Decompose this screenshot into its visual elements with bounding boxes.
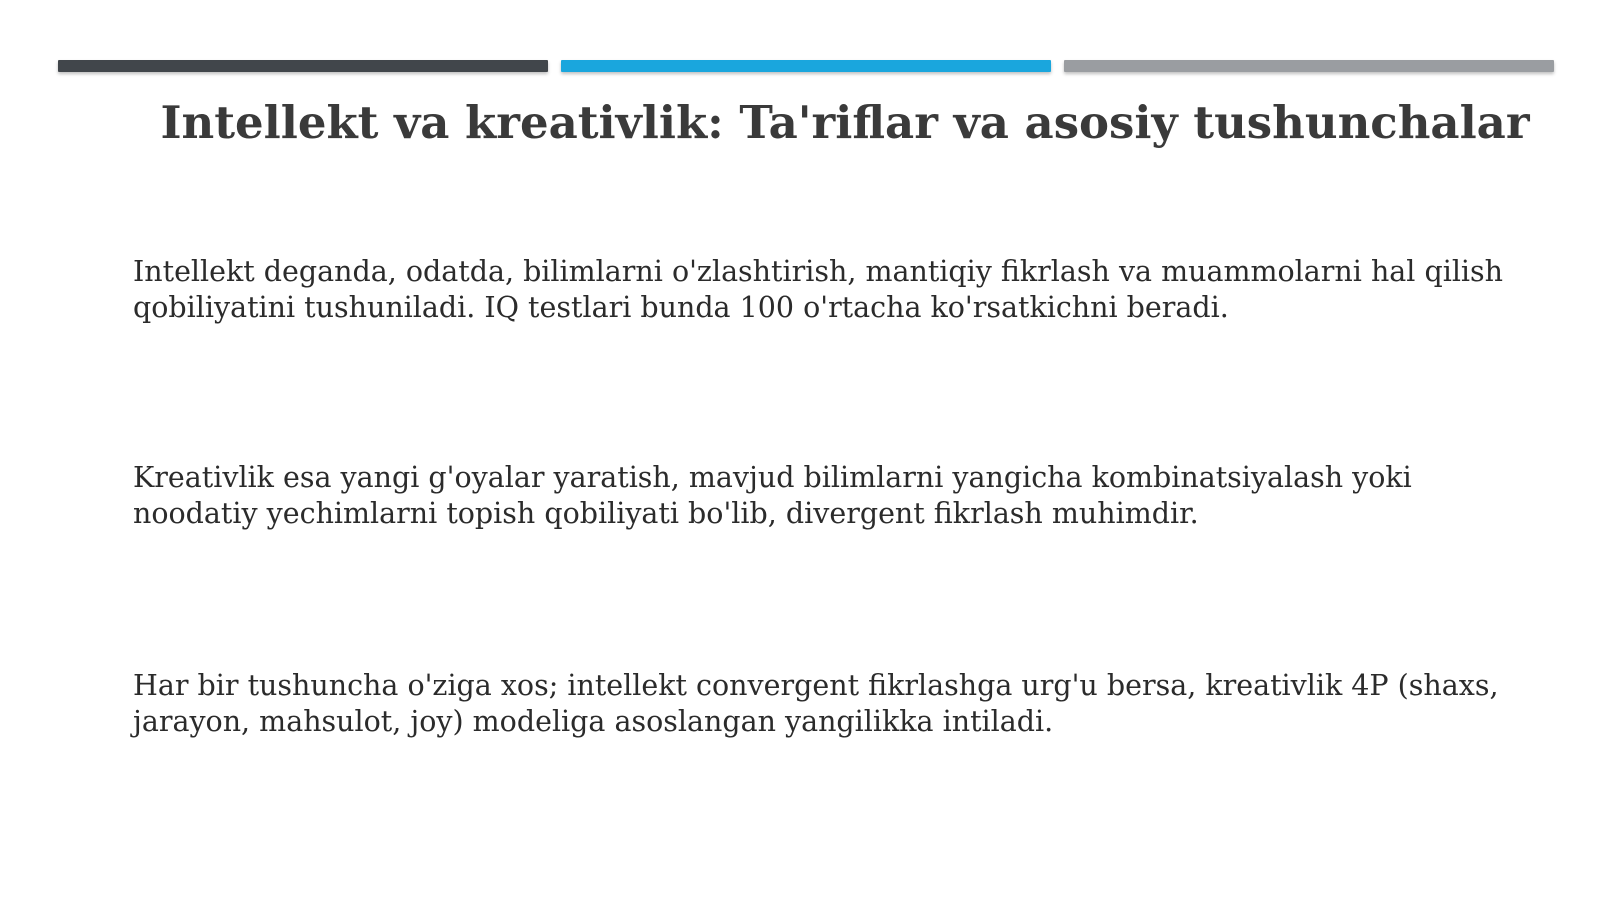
accent-bar-blue xyxy=(561,60,1051,72)
paragraph-kreativlik: Kreativlik esa yangi g'oyalar yaratish, mavjud bilimlarni yangicha kombinatsiyalash yoki noodatiy yechimlarni topish qobiliyati bo'lib, divergent fikrlash muhimdir. xyxy=(133,461,1412,530)
slide-title: Intellekt va kreativlik: Ta'riflar va asosiy tushunchalar xyxy=(160,96,1530,149)
accent-bar-gray xyxy=(1064,60,1554,72)
paragraph-intellekt: Intellekt deganda, odatda, bilimlarni o'zlashtirish, mantiqiy fikrlash va muammolarni hal qilish qobiliyatini tushuniladi. IQ testlari bunda 100 o'rtacha ko'rsatkichni beradi. xyxy=(133,255,1504,324)
paragraph-comparison: Har bir tushuncha o'ziga xos; intellekt convergent fikrlashga urg'u bersa, kreativlik 4P (shaxs, jarayon, mahsulot, joy) modeliga asoslangan yangilikka intiladi. xyxy=(133,669,1499,738)
accent-bar-dark xyxy=(58,60,548,72)
